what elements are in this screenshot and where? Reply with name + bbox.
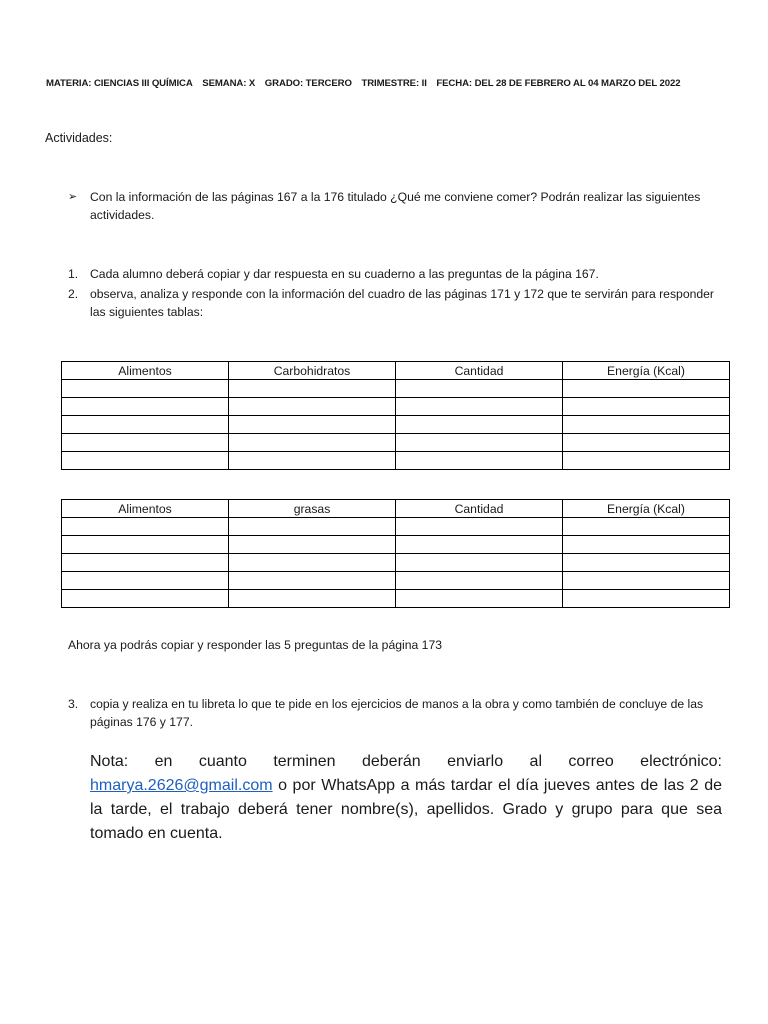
- table-cell[interactable]: [396, 518, 563, 536]
- table-header-cell: Cantidad: [396, 362, 563, 380]
- table-cell[interactable]: [62, 398, 229, 416]
- table-cell[interactable]: [396, 398, 563, 416]
- list-item-number: 3.: [68, 697, 79, 711]
- table-cell[interactable]: [563, 518, 730, 536]
- table-header-cell: Energía (Kcal): [563, 362, 730, 380]
- list-item-text: Cada alumno deberá copiar y dar respuesta en su cuaderno a las preguntas de la página 167.: [90, 267, 599, 281]
- table-cell[interactable]: [229, 590, 396, 608]
- table-cell[interactable]: [229, 572, 396, 590]
- table-cell[interactable]: [229, 518, 396, 536]
- table-cell[interactable]: [62, 380, 229, 398]
- table-cell[interactable]: [563, 554, 730, 572]
- header-grado: GRADO: TERCERO: [264, 78, 352, 89]
- table-cell[interactable]: [563, 398, 730, 416]
- nota-paragraph: [90, 750, 722, 846]
- table-cell[interactable]: [396, 572, 563, 590]
- table-row: [62, 518, 730, 536]
- table-cell[interactable]: [396, 416, 563, 434]
- table-header-cell: Alimentos: [62, 362, 229, 380]
- table-header-cell: Carbohidratos: [229, 362, 396, 380]
- list-item-text: observa, analiza y responde con la información del cuadro de las páginas 171 y 172 que te servirán para responder las siguientes tablas:: [90, 287, 714, 319]
- table-row: [62, 452, 730, 470]
- table-carbohidratos: [61, 361, 730, 470]
- table-cell[interactable]: [62, 452, 229, 470]
- table-cell[interactable]: [396, 590, 563, 608]
- table-cell[interactable]: [229, 452, 396, 470]
- table-header-cell: Energía (Kcal): [563, 500, 730, 518]
- email-link[interactable]: hmarya.2626@gmail.com: [90, 777, 273, 794]
- table-row: [62, 398, 730, 416]
- list-item-number: 1.: [68, 267, 79, 281]
- nota-text-before: Nota: en cuanto terminen deberán enviarlo al correo electrónico:: [90, 753, 722, 770]
- table-cell[interactable]: [229, 398, 396, 416]
- list-item-3: [68, 695, 728, 731]
- table-cell[interactable]: [62, 518, 229, 536]
- list-item-text: copia y realiza en tu libreta lo que te pide en los ejercicios de manos a la obra y como también de concluye de las páginas 176 y 177.: [90, 697, 704, 729]
- table-cell[interactable]: [563, 416, 730, 434]
- header-semana: SEMANA: X: [202, 78, 256, 89]
- document-header: [46, 78, 746, 89]
- table-cell[interactable]: [62, 554, 229, 572]
- table-cell[interactable]: [563, 536, 730, 554]
- table-cell[interactable]: [62, 572, 229, 590]
- table-cell[interactable]: [396, 380, 563, 398]
- table-cell[interactable]: [229, 434, 396, 452]
- table-row: [62, 434, 730, 452]
- header-fecha: FECHA: DEL 28 DE FEBRERO AL 04 MARZO DEL 2022: [436, 78, 681, 89]
- nota-text-after: o por WhatsApp a más tardar el día jueves antes de las 2 de la tarde, el trabajo deberá tener nombre(s), apellidos. Grado y grupo para que sea tomado en cuenta.: [90, 777, 722, 842]
- header-trimestre: TRIMESTRE: II: [361, 78, 427, 89]
- table-header-row: [62, 500, 730, 518]
- table-cell[interactable]: [396, 452, 563, 470]
- table-cell[interactable]: [563, 452, 730, 470]
- table-row: [62, 416, 730, 434]
- table-header-row: [62, 362, 730, 380]
- list-item-2: [68, 285, 728, 321]
- table-cell[interactable]: [229, 380, 396, 398]
- table-header-cell: Alimentos: [62, 500, 229, 518]
- table-cell[interactable]: [563, 590, 730, 608]
- header-materia: MATERIA: CIENCIAS III QUÍMICA: [46, 78, 193, 89]
- table-cell[interactable]: [62, 416, 229, 434]
- intro-text: Con la información de las páginas 167 a la 176 titulado ¿Qué me conviene comer? Podrán realizar las siguientes actividades.: [90, 190, 701, 222]
- ahora-instruction: Ahora ya podrás copiar y responder las 5 preguntas de la página 173: [68, 638, 442, 652]
- table-cell[interactable]: [229, 536, 396, 554]
- arrow-bullet-icon: ➢: [68, 191, 78, 203]
- table-grasas: [61, 499, 730, 608]
- table-row: [62, 572, 730, 590]
- table-cell[interactable]: [563, 434, 730, 452]
- table-cell[interactable]: [396, 434, 563, 452]
- table-cell[interactable]: [396, 536, 563, 554]
- table-cell[interactable]: [62, 536, 229, 554]
- table-row: [62, 554, 730, 572]
- actividades-heading: Actividades:: [45, 131, 113, 145]
- table-cell[interactable]: [62, 590, 229, 608]
- table-cell[interactable]: [563, 572, 730, 590]
- table-row: [62, 590, 730, 608]
- table-cell[interactable]: [396, 554, 563, 572]
- table-cell[interactable]: [229, 416, 396, 434]
- list-item-number: 2.: [68, 287, 79, 301]
- list-item-1: [68, 265, 728, 283]
- table-cell[interactable]: [62, 434, 229, 452]
- table-cell[interactable]: [229, 554, 396, 572]
- table-row: [62, 536, 730, 554]
- intro-bullet-item: [68, 188, 728, 224]
- table-header-cell: Cantidad: [396, 500, 563, 518]
- table-cell[interactable]: [563, 380, 730, 398]
- table-row: [62, 380, 730, 398]
- table-header-cell: grasas: [229, 500, 396, 518]
